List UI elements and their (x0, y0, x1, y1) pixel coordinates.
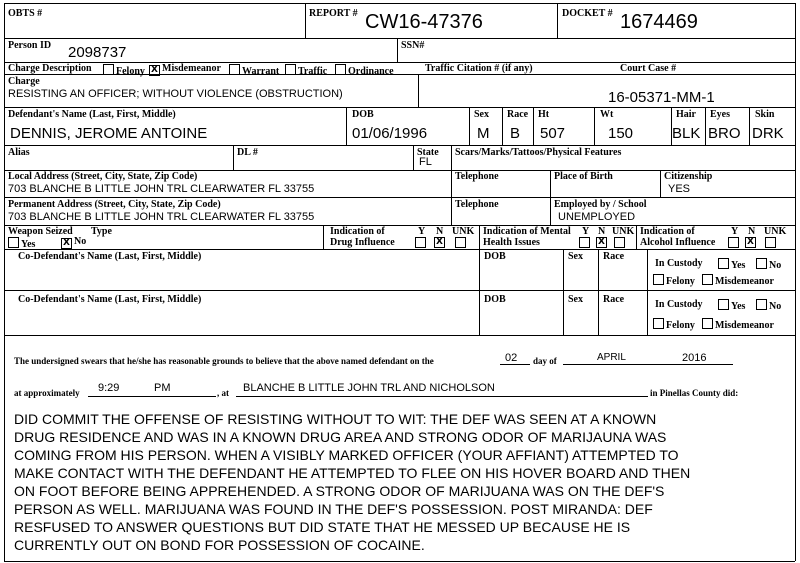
weight-value: 150 (608, 125, 634, 142)
person-id-label: Person ID (8, 40, 52, 51)
charge-description-label: Charge Description (8, 63, 92, 74)
race-label: Race (507, 109, 529, 120)
rule-v (533, 107, 534, 145)
charge-value: RESISTING AN OFFICER; WITHOUT VIOLENCE (OBSTRUCTION) (8, 88, 343, 100)
drug-n-header: N (436, 226, 444, 237)
mental-unk-header: UNK (612, 226, 635, 237)
year-value: 2016 (682, 352, 707, 364)
mental-label-2: Health Issues (483, 237, 540, 248)
misdemeanor-label: Misdemeanor (162, 63, 221, 74)
felony-checkbox (103, 64, 114, 75)
employed-label: Employed by / School (554, 199, 647, 210)
narrative-line: MAKE CONTACT WITH THE DEFENDANT HE ATTEMPTED TO FLEE ON HIS HOVER BOARD AND THEN (14, 465, 691, 481)
narrative (14, 410, 790, 554)
docket-label: DOCKET # (562, 8, 613, 19)
mental-y-checkbox (579, 237, 590, 248)
alcohol-y-checkbox (728, 237, 739, 248)
state-value: FL (419, 156, 432, 168)
warrant-option (229, 64, 279, 77)
court-case-number: 16-05371-MM-1 (608, 89, 715, 106)
race-value: B (510, 125, 521, 142)
border-top (4, 3, 795, 4)
mental-unk-checkbox (614, 237, 625, 248)
codefendant-1-felony-checkbox (653, 274, 664, 285)
weapon-seized-label: Weapon Seized (8, 226, 73, 237)
hair-value: BLK (672, 125, 701, 142)
rule-v (397, 38, 398, 62)
codefendant-2-yes-checkbox (718, 299, 729, 310)
weapon-type-label: Type (91, 226, 112, 237)
codefendant-1-dob-label: DOB (484, 251, 506, 262)
rule-v (502, 107, 503, 145)
report-number: CW16-47376 (365, 11, 483, 33)
codefendant-1-yes-option (718, 258, 745, 271)
drug-label-2: Drug Influence (330, 237, 395, 248)
dl-label: DL # (237, 147, 258, 158)
codefendant-1-no-checkbox (756, 258, 767, 269)
codefendant-1-misdemeanor-label: Misdemeanor (715, 276, 774, 287)
drug-y-header: Y (418, 226, 426, 237)
alcohol-unk-checkbox (765, 237, 776, 248)
traffic-label: Traffic (298, 66, 328, 77)
codefendant-2-sex-label: Sex (568, 294, 583, 305)
codefendant-2-misdemeanor-label: Misdemeanor (715, 320, 774, 331)
hair-label: Hair (676, 109, 696, 120)
rule-v (594, 107, 595, 145)
weapon-no-label: No (74, 236, 87, 247)
codefendant-2-no-checkbox (756, 299, 767, 310)
narrative-line: RESFUSED TO ANSWER QUESTIONS BUT DID STATE THAT HE MESSED UP BECAUSE HE IS (14, 519, 631, 535)
border-bottom (4, 561, 795, 562)
codefendant-1-misdemeanor-option (702, 274, 774, 287)
alias-label: Alias (8, 147, 30, 158)
codefendant-1-custody-label: In Custody (655, 258, 703, 269)
codefendant-2-race-label: Race (603, 294, 625, 305)
local-telephone-label: Telephone (455, 171, 499, 182)
rule-v (451, 170, 452, 197)
skin-value: DRK (752, 125, 784, 142)
day-value: 02 (505, 352, 518, 364)
mental-label-1: Indication of Mental (483, 226, 571, 237)
codefendant-2-misdemeanor-checkbox (702, 318, 713, 329)
codefendant-2-misdemeanor-option (702, 318, 774, 331)
rule-v (557, 3, 558, 38)
alcohol-label-1: Indication of (640, 226, 695, 237)
codefendant-2-felony-checkbox (653, 318, 664, 329)
rule-v (451, 145, 452, 170)
weapon-yes-option (8, 237, 35, 250)
defendant-name-label: Defendant's Name (Last, First, Middle) (8, 109, 176, 120)
rule-v (563, 249, 564, 335)
state-label: State (417, 147, 439, 158)
permanent-telephone-label: Telephone (455, 199, 499, 210)
codefendant-1-race-label: Race (603, 251, 625, 262)
traffic-citation-label: Traffic Citation # (if any) (425, 63, 533, 74)
codefendant-1-misdemeanor-checkbox (702, 274, 713, 285)
border-left (4, 3, 5, 561)
codefendant-1-name-label: Co-Defendant's Name (Last, First, Middle) (18, 251, 202, 262)
traffic-option (285, 64, 327, 77)
rule-v (660, 170, 661, 197)
narrative-line: PERSON AS WELL. MARIJUANA WAS FOUND IN THE DEF'S POSSESSION. POST MIRANDA: DEF (14, 501, 653, 517)
rule-v (647, 249, 648, 335)
month-year-underline (563, 352, 733, 365)
codefendant-2-yes-option (718, 299, 745, 312)
at-label: , at (217, 388, 229, 398)
rule (4, 38, 795, 39)
report-label: REPORT # (309, 8, 358, 19)
rule-v (413, 145, 414, 170)
weapon-yes-label: Yes (21, 239, 36, 250)
misdemeanor-checkbox: X (149, 65, 160, 76)
traffic-checkbox (285, 64, 296, 75)
rule (4, 335, 795, 336)
weapon-yes-checkbox (8, 237, 19, 248)
mental-y-header: Y (582, 226, 590, 237)
rule-v (550, 197, 551, 225)
place-of-birth-label: Place of Birth (554, 171, 613, 182)
codefendant-1-sex-label: Sex (568, 251, 583, 262)
alcohol-label-2: Alcohol Influence (640, 237, 716, 248)
narrative-line: DRUG RESIDENCE AND WAS IN A KNOWN DRUG AREA AND STRONG ODOR OF MARIJAUNA WAS (14, 429, 667, 445)
drug-label-1: Indication of (330, 226, 385, 237)
mental-n-header: N (598, 226, 606, 237)
defendant-name: DENNIS, JEROME ANTOINE (10, 125, 208, 142)
weapon-no-checkbox: X (61, 238, 72, 249)
height-label: Ht (538, 109, 550, 120)
approximately-label: at approximately (14, 388, 80, 398)
rule-v (705, 107, 706, 145)
ordinance-option (335, 64, 394, 77)
narrative-line: ON FOOT BEFORE BEING APPREHENDED. A STRONG ODOR OF MARIJUANA WAS ON THE DEF'S (14, 483, 665, 499)
skin-label: Skin (755, 109, 775, 120)
citizenship-label: Citizenship (664, 171, 713, 182)
rule-v (323, 225, 324, 249)
codefendant-2-no-label: No (769, 301, 782, 312)
border-right (795, 3, 796, 561)
weapon-no-option (61, 237, 86, 249)
rule-v (550, 170, 551, 197)
sworn-statement: The undersigned swears that he/she has reasonable grounds to believe that the above named defendant on the (14, 356, 434, 366)
docket-number: 1674469 (620, 11, 698, 33)
rule-v (469, 107, 470, 145)
rule (4, 249, 795, 250)
permanent-address-label: Permanent Address (Street, City, State, Zip Code) (8, 199, 221, 210)
person-id-value: 2098737 (68, 44, 127, 61)
codefendant-1-felony-option (653, 274, 695, 287)
felony-label: Felony (116, 66, 145, 77)
time-value: 9:29 (98, 382, 120, 394)
drug-unk-header: UNK (452, 226, 475, 237)
felony-option (103, 64, 145, 77)
rule-v (598, 249, 599, 335)
alcohol-y-header: Y (731, 226, 739, 237)
codefendant-1-yes-label: Yes (731, 260, 746, 271)
codefendant-2-yes-label: Yes (731, 301, 746, 312)
ssn-label: SSN# (401, 40, 425, 51)
codefendant-2-custody-label: In Custody (655, 299, 703, 310)
scars-label: Scars/Marks/Tattoos/Physical Features (455, 147, 622, 158)
rule (4, 107, 795, 108)
narrative-line: COMING FROM HIS PERSON. WHEN A VISIBLY MARKED OFFICER (YOUR AFFIANT) ATTEMPTED TO (14, 447, 679, 463)
alcohol-n-checkbox: X (745, 237, 756, 248)
eyes-value: BRO (708, 125, 741, 142)
codefendant-1-felony-label: Felony (666, 276, 695, 287)
rule (4, 62, 795, 63)
height-value: 507 (540, 125, 566, 142)
alcohol-unk-header: UNK (764, 226, 787, 237)
rule (4, 145, 795, 146)
eyes-label: Eyes (710, 109, 730, 120)
rule-v (451, 197, 452, 225)
local-address-label: Local Address (Street, City, State, Zip Code) (8, 171, 198, 182)
rule-v (418, 74, 419, 107)
drug-y-checkbox (415, 237, 426, 248)
codefendant-2-no-option (756, 299, 781, 312)
codefendant-1-yes-checkbox (718, 258, 729, 269)
permanent-address-value: 703 BLANCHE B LITTLE JOHN TRL CLEARWATER FL 33755 (8, 211, 315, 223)
warrant-checkbox (229, 64, 240, 75)
rule-v (305, 3, 306, 38)
rule-v (233, 145, 234, 170)
ampm-value: PM (154, 382, 171, 394)
rule-v (479, 225, 480, 249)
misdemeanor-option (149, 64, 221, 76)
drug-unk-checkbox (455, 237, 466, 248)
rule-v (479, 249, 480, 335)
codefendant-2-felony-option (653, 318, 695, 331)
employed-value: UNEMPLOYED (558, 211, 636, 223)
codefendant-1-no-option (756, 258, 781, 271)
codefendant-2-dob-label: DOB (484, 294, 506, 305)
month-value: APRIL (597, 352, 626, 363)
warrant-label: Warrant (242, 66, 280, 77)
codefendant-2-felony-label: Felony (666, 320, 695, 331)
weight-label: Wt (600, 109, 614, 120)
narrative-line: DID COMMIT THE OFFENSE OF RESISTING WITHOUT TO WIT: THE DEF WAS SEEN AT A KNOWN (14, 411, 657, 427)
rule-v (636, 225, 637, 249)
drug-n-checkbox: X (434, 237, 445, 248)
rule (4, 290, 795, 291)
codefendant-1-no-label: No (769, 260, 782, 271)
mental-n-checkbox: X (596, 237, 607, 248)
narrative-line: CURRENTLY OUT ON BOND FOR POSSESSION OF COCAINE. (14, 537, 425, 553)
rule-v (346, 107, 347, 145)
rule (4, 197, 795, 198)
day-of-label: day of (533, 356, 557, 366)
dob-label: DOB (352, 109, 374, 120)
codefendant-2-name-label: Co-Defendant's Name (Last, First, Middle) (18, 294, 202, 305)
county-label: in Pinellas County did: (650, 388, 739, 398)
location-value: BLANCHE B LITTLE JOHN TRL AND NICHOLSON (243, 382, 495, 394)
dob-value: 01/06/1996 (352, 125, 428, 142)
sex-value: M (477, 125, 490, 142)
ordinance-checkbox (335, 64, 346, 75)
charge-label: Charge (8, 76, 40, 87)
ordinance-label: Ordinance (348, 66, 394, 77)
local-address-value: 703 BLANCHE B LITTLE JOHN TRL CLEARWATER FL 33755 (8, 183, 315, 195)
sex-label: Sex (474, 109, 489, 120)
court-case-label: Court Case # (620, 63, 677, 74)
obts-label: OBTS # (8, 8, 43, 19)
rule-v (749, 107, 750, 145)
citizenship-value: YES (668, 183, 691, 195)
alcohol-n-header: N (748, 226, 756, 237)
